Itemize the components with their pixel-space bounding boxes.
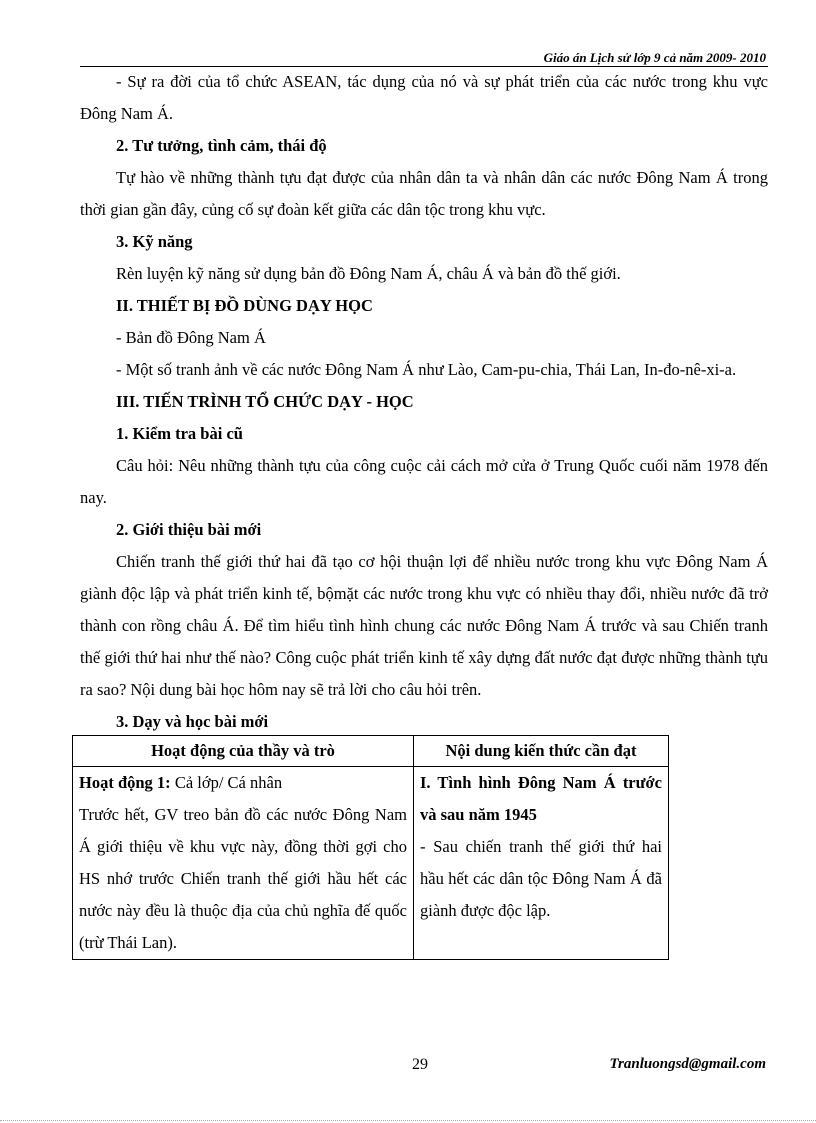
activity-cell	[73, 767, 414, 960]
page-content	[80, 66, 768, 960]
heading-introduction: 2. Giới thiệu bài mới	[116, 520, 262, 539]
page-number: 29	[412, 1056, 428, 1073]
activity-description: Trước hết, GV treo bản đồ các nước Đông Nam Á giới thiệu về khu vực này, đồng thời gợi cho HS nhớ trước Chiến tranh thế giới hầu hết các nước này đều là thuộc địa của chủ nghĩa đế quốc (trừ Thái Lan).	[79, 805, 407, 952]
equipment-pictures: - Một số tranh ảnh về các nước Đông Nam Á như Lào, Cam-pu-chia, Thái Lan, In-đo-nê-xi-a.	[116, 360, 737, 379]
equipment-map: - Bản đồ Đông Nam Á	[116, 328, 266, 347]
heading-skills: 3. Kỹ năng	[116, 232, 193, 251]
page-header: Giáo án Lịch sử lớp 9 cả năm 2009- 2010	[543, 50, 766, 65]
attitude-text: Tự hào về những thành tựu đạt được của nhân dân ta và nhân dân các nước Đông Nam Á trong thời gian gần đây, củng cố sự đoàn kết giữa các dân tộc trong khu vực.	[80, 168, 768, 219]
table-row	[73, 767, 669, 960]
knowledge-heading: I. Tình hình Đông Nam Á trước và sau năm 1945	[420, 773, 662, 824]
review-question: Câu hỏi: Nêu những thành tựu của công cuộc cải cách mở cửa ở Trung Quốc cuối năm 1978 đến nay.	[80, 456, 768, 507]
introduction-text: Chiến tranh thế giới thứ hai đã tạo cơ hội thuận lợi để nhiều nước trong khu vực Đông Nam Á giành độc lập và phát triển kinh tế, bộmặt các nước trong khu vực có nhiều thay đổi, nhiều nước đã trở thành con rồng châu Á. Để tìm hiểu tình hình chung các nước Đông Nam Á trước và sau Chiến tranh thế giới thứ hai như thế nào? Công cuộc phát triển kinh tế xây dựng đất nước đạt được những thành tựu ra sao? Nội dung bài học hôm nay sẽ trả lời cho câu hỏi trên.	[80, 552, 768, 699]
footer-email: Tranluongsd@gmail.com	[609, 1056, 766, 1072]
section-equipment: II. THIẾT BỊ ĐỒ DÙNG DẠY HỌC	[116, 296, 373, 315]
heading-new-lesson: 3. Dạy và học bài mới	[116, 712, 269, 731]
activity-title	[79, 767, 407, 799]
heading-review: 1. Kiểm tra bài cũ	[116, 424, 243, 443]
col-knowledge-header: Nội dung kiến thức cần đạt	[414, 736, 669, 767]
table-header-row	[73, 736, 669, 767]
activity-mode: Cả lớp/ Cá nhân	[170, 773, 283, 792]
heading-attitude: 2. Tư tưởng, tình cảm, thái độ	[116, 136, 327, 155]
skills-text: Rèn luyện kỹ năng sử dụng bản đồ Đông Nam Á, châu Á và bản đồ thế giới.	[116, 264, 621, 283]
objective-asean: - Sự ra đời của tổ chức ASEAN, tác dụng của nó và sự phát triển của các nước trong khu vực Đông Nam Á.	[80, 72, 768, 123]
knowledge-cell	[414, 767, 669, 960]
page-bottom-divider	[0, 1120, 816, 1121]
section-process: III. TIẾN TRÌNH TỔ CHỨC DẠY - HỌC	[116, 392, 414, 411]
col-activities-header: Hoạt động của thầy và trò	[73, 736, 414, 767]
knowledge-text: - Sau chiến tranh thế giới thứ hai hầu hết các dân tộc Đông Nam Á đã giành được độc lập.	[420, 837, 662, 920]
lesson-table	[72, 735, 669, 960]
activity-label: Hoạt động 1:	[79, 773, 171, 792]
